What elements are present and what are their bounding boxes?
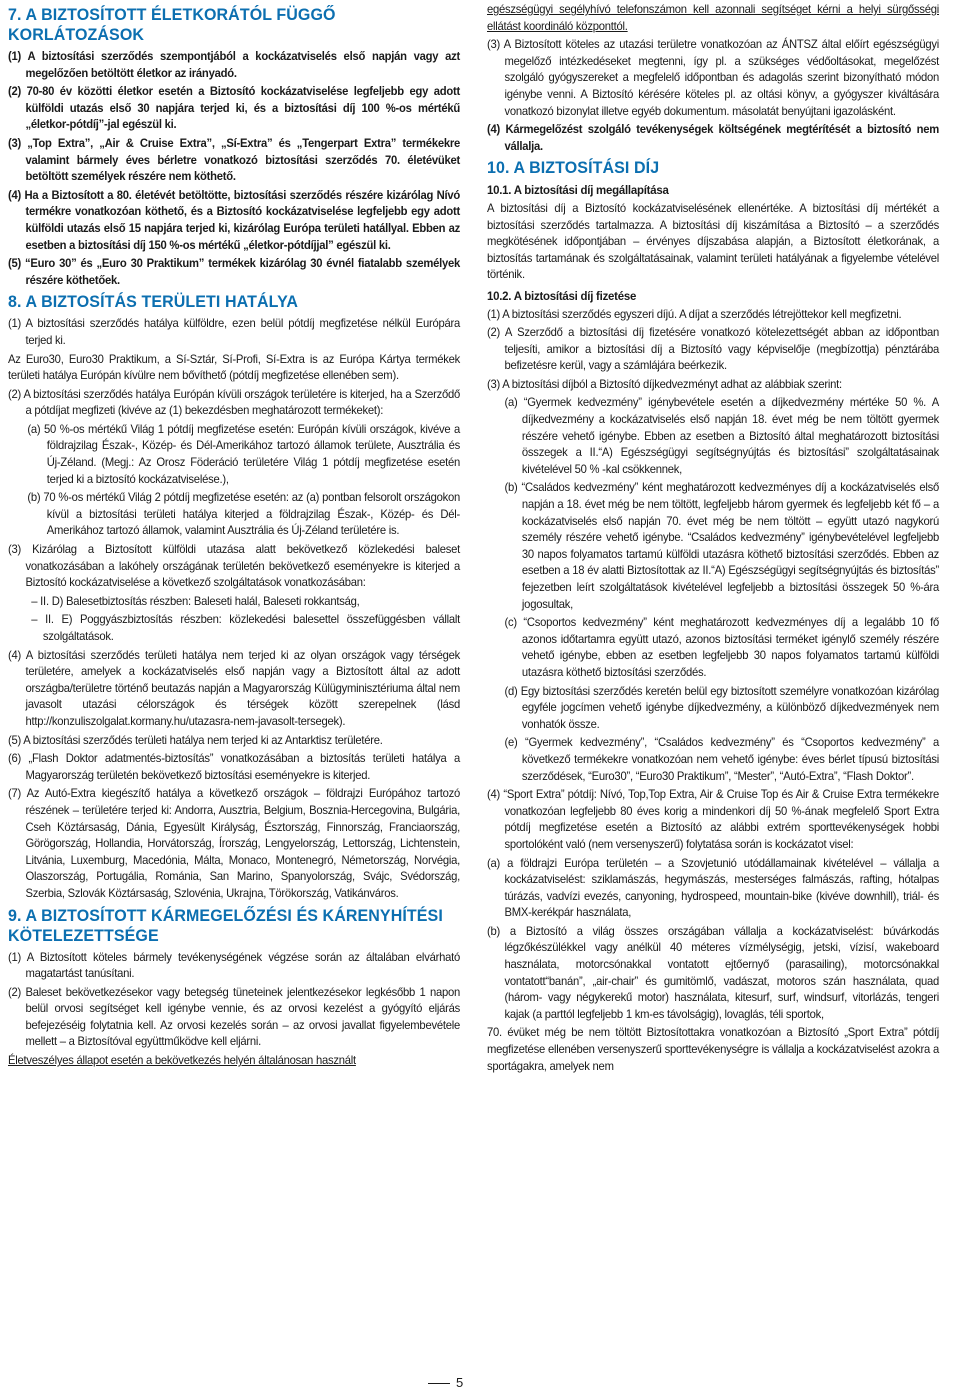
r-paragraph-4: (4) Kármegelőzést szolgáló tevékenységek költségének megtérítését a biztosító nem vállalja. <box>487 123 940 153</box>
s102-paragraph-1: (1) A biztosítási szerződés egyszeri díjú. A díjat a szerződés létrejöttekor kell megfizetni. <box>487 307 902 321</box>
s102-paragraph-3a: (a) “Gyermek kedvezmény” igénybevétele esetén a díjkedvezmény mértéke 50 %. A díjkedvezmény a kockázatviselés első napján 18. évet még be nem töltött gyermek részére vehető igénybe. Ebben az esetben a Biztosító által meghatározott biztosítási összegek a II.“A) Egészségügyi segítségnyújtás és biztosítási” szolgáltatásainak kivételével 50 % -kal csökkennek, <box>504 396 940 476</box>
s8-paragraph-3a: – II. D) Balesetbiztosítás részben: Baleseti halál, Baleseti rokkantság, <box>31 594 360 608</box>
s102-paragraph-4a: (a) a földrajzi Európa területén – a Szovjetunió utódállamainak kivételével – vállalja a kockázatviselést: sziklamászás, hegymászás, mesterséges falmászás, rafting, hótalpas túrázás, vadvízi evezés, canyoning, hydrospeed, mountain-bike (kivéve downhill), triál- és BMX-kerékpár használata, <box>487 856 940 920</box>
s9-paragraph-3: Életveszélyes állapot esetén a bekövetkezés helyén általánosan használt <box>8 1054 356 1068</box>
s7-paragraph-5: (5) “Euro 30” és „Euro 30 Praktikum” termékek kizárólag 30 évnél fiatalabb személyek részére köthetőek. <box>8 257 461 287</box>
s7-paragraph-4: (4) Ha a Biztosított a 80. életévét betöltötte, biztosítási szerződés részére kizárólag Nívó termékre vonatkozóan köthető, és a Biztosító kockázatviselése legfeljebb egy adott külföldi utazás első 15 napjára terjed ki, kizárólag Európa területi hatállyal. Ebben az esetben a biztosítási díj 150 %-os mértékű „életkor-pótdíjjal” egészül ki. <box>8 188 461 252</box>
s8-paragraph-7: (7) Az Autó-Extra kiegészítő hatálya a következő országok – földrajzi Európához tartozó részének – területére terjed ki: Andorra, Ausztria, Belgium, Bosznia-Hercegovina, Bulgária, Cseh Köztársaság, Dánia, Egyesült Királyság, Észtország, Finnország, Franciaország, Görögország, Hollandia, Horvátország, Írország, Lengyelország, Lettország, Lichtenstein, Litvánia, Luxemburg, Macedónia, Málta, Monaco, Montenegró, Németország, Norvégia, Olaszország, Portugália, Románia, San Marino, Spanyolország, Svájc, Svédország, Szerbia, Szlovák Köztársaság, Szlovénia, Ukrajna, Törökország, Vatikánváros. <box>8 787 461 900</box>
s102-paragraph-4c: 70. évüket még be nem töltött Biztosítottakra vonatkozóan a Biztosító „Sport Extra” pótdíj megfizetése ellenében versenyszerű sporttevékenységre is vállalja a kockázatviselést azokra a sportágakra, amelyek nem <box>487 1026 940 1073</box>
s8-paragraph-2: (2) A biztosítási szerződés hatálya Európán kívüli országok területére is kiterjed, ha a Szerződő a pótdíjat megfizeti (kivéve az (1) bekezdésben meghatározott termékeket): <box>8 387 461 418</box>
section-10-1-title: 10.1. A biztosítási díj megállapítása <box>487 183 669 198</box>
s102-paragraph-3d: (d) Egy biztosítási szerződés keretén belül egy biztosított személyre vonatkozóan kizárólag egyféle jogcímen vehető igénybe díjkedvezmény, a különböző díjkedvezmények nem vonhatók össze. <box>504 684 940 731</box>
section-7-title: 7. A BIZTOSÍTOTT ÉLETKORÁTÓL FÜGGŐ KORLÁTOZÁSOK <box>8 6 336 44</box>
page-number: 5 <box>456 1375 464 1390</box>
s8-paragraph-1: (1) A biztosítási szerződés hatálya külföldre, ezen belül pótdíj megfizetése nélkül Európára terjed ki. <box>8 317 461 347</box>
section-9-title: 9. A BIZTOSÍTOTT KÁRMEGELŐZÉSI ÉS KÁRENYHÍTÉSI KÖTELEZETTSÉGE <box>8 906 443 945</box>
s102-paragraph-3e: (e) “Gyermek kedvezmény”, “Családos kedvezmény” és “Csoportos kedvezmény” a következő termékekre vonatkozóan nem vehető igénybe: éves bérlet típusú biztosítási szerződések, “Euro30”, “Euro30 Praktikum”, “Mester”, “Autó-Extra”, “Flash Doktor”. <box>504 736 940 783</box>
s8-paragraph-3b: – II. E) Poggyászbiztosítás részben: közlekedési balesettel összefüggésben vállalt szolgáltatások. <box>31 613 461 643</box>
section-10-2-title: 10.2. A biztosítási díj fizetése <box>487 288 637 303</box>
s9-paragraph-2: (2) Baleset bekövetkezésekor vagy betegség tüneteinek jelentkezésekor legkésőbb 1 napon belül orvosi segítséget kell igénybe vennie, és az orvosi kezelést a gyógyító eljárás befejezéséig folytatnia kell. Az orvosi kezelés során – az orvosi javallat figyelembevétele mellett – a Biztosítóval együttműködve kell eljárni. <box>8 985 461 1049</box>
s8-paragraph-4: (4) A biztosítási szerződés területi hatálya nem terjed ki az olyan országok vagy térségek területére, amelyek a kockázatviselés első napján vagy a Biztosított által az adott országba/területre történő beutazás napján a Magyarország Külügyminisztériuma által nem javasolt utazási célországok és térségek között szerepelnek (lásd http://konzuliszolgalat.kormany.hu/utazasra-nem-javasolt-tersegek). <box>8 648 461 728</box>
s7-paragraph-3: (3) „Top Extra”, „Air & Cruise Extra”, „Sí-Extra” és „Tengerpart Extra” termékekre valamint bármely éves bérletre vonatkozó biztosítási szerződés 70. életévüket betöltött személyek részére nem köthető. <box>8 136 461 184</box>
s9-paragraph-1: (1) A Biztosított köteles bármely tevékenységének végzése során az általában elvárható magatartást tanúsítani. <box>8 950 461 981</box>
s102-paragraph-2: (2) A Szerződő a biztosítási díj fizetésére vonatkozó kötelezettségét abban az időpontban teljesíti, amikor a biztosítási díj a Biztosító vagy képviselője (megbízottja) pénztárába befizetésre kerül, vagy a számlájára beérkezik. <box>487 326 940 373</box>
page-number-dash <box>428 1383 450 1384</box>
s102-paragraph-4: (4) “Sport Extra” pótdíj: Nívó, Top,Top Extra, Air & Cruise Top és Air & Cruise Extra termékekre vonatkozóan legfeljebb 80 éves korig a mindenkori díj 50 %-ának megfelelő Sport Extra pótdíj megfizetése esetén a Biztosító az alábbi extrém sporttevékenységek hobbi sportolóként való (nem versenyszerű) folytatása során is kockázatot visel: <box>487 788 940 851</box>
s102-paragraph-3: (3) A biztosítási díjból a Biztosító díjkedvezményt adhat az alábbiak szerint: <box>487 377 842 391</box>
s102-paragraph-4b: (b) a Biztosító a világ összes országában vállalja a kockázatviselést: búvárkodás légzőkészülékkel vagy anélkül 40 méteres vízmélységig, jetski, vízisí, wakeboard használata, motorcsónakkal vontatott ejtőernyő (parasailing), motorcsónakkal vontatott“banán”, „air-chair” és gumitömlő, vadászat, motoros szán használata, quad (három- vagy négykerekű motor) használata, kitesurf, surf, windsurf, vitorlázás, tengeri kajak (a parttól legfeljebb 1 km-es távolságig), lovaglás, téli sportok, <box>487 924 940 1021</box>
r-paragraph-3: (3) A Biztosított köteles az utazási területre vonatkozóan az ÁNTSZ által előírt egészségügyi megelőző intézkedéseket megtenni, így pl. a szükséges védőoltásokat, megelőzést szolgáló gyógyszereket a megfelelő időpontban és adagolás szerint bizonyítható módon igénybe venni. A Biztosító kérésére köteles pl. az oltási könyv, a gyógyszer kiváltására vonatkozó bizonylat illetve egyéb dokumentum. másolatát benyújtani igazolásként. <box>487 38 940 118</box>
section-8-title: 8. A BIZTOSÍTÁS TERÜLETI HATÁLYA <box>8 293 299 312</box>
s7-paragraph-1: (1) A biztosítási szerződés szempontjából a kockázatviselés első napján vagy azt megelőzően betöltött életkor az irányadó. <box>8 50 461 80</box>
s102-paragraph-3b: (b) “Családos kedvezmény” ként meghatározott kedvezményes díj a kockázatviselés első napján a 18. évet még be nem töltött, legfeljebb három gyermek és legfeljebb két fő – a kockázatviselés első napján 70. évet még be nem töltött – együtt utazó nagykorú személy részére vehető igénybe. “Családos kedvezmény” igénybevételével legfeljebb 30 napos folyamatos tartamú külföldi utazásra köthető biztosítási szerződés. Ebben az esetben a 18 év alatti Biztosítottak az II.“A) Egészségügyi segítségnyújtás és biztosítás” fejezetben leírt szolgáltatások kivételével legfeljebb a biztosítási összegek 50 %-ára jogosultak, <box>504 481 940 611</box>
s8-paragraph-2b: (b) 70 %-os mértékű Világ 2 pótdíj megfizetése esetén: az (a) pontban felsorolt országokon kívül a biztosítási területi hatálya kiterjed a földrajzilag Észak-, Közép- és Dél-Amerikához tartozó államok, valamint Ausztrália és Új-Zéland területére is. <box>27 491 461 538</box>
s8-paragraph-2a: (a) 50 %-os mértékű Világ 1 pótdíj megfizetése esetén: Európán kívüli országok, kivéve a földrajzilag Észak-, Közép- és Dél-Amerikához tartozó államok területe, Ausztrália és Új-Zéland. (Megj.: Az Orosz Föderáció területére Világ 1 pótdíj megfizetése esetén terjed ki a biztosító kockázatviselése.), <box>27 422 461 486</box>
s8-paragraph-6: (6) „Flash Doktor adatmentés-biztosítás” vonatkozásában a biztosítás területi hatálya a Magyarország területén bekövetkező biztosítási eseményekre is kiterjed. <box>8 752 461 782</box>
left-column <box>8 2 460 1072</box>
s7-paragraph-2: (2) 70-80 év közötti életkor esetén a Biztosító kockázatviselése legfeljebb egy adott külföldi utazás első 30 napjára terjed ki, és a biztosítási díj 100 %-os mértékű „életkor-pótdíj”-jal egészül ki. <box>8 85 461 132</box>
right-column <box>487 2 939 1077</box>
s101-paragraph-1: A biztosítási díj a Biztosító kockázatviselésének ellenértéke. A biztosítási díj mértékét a biztosítási szerződés tartalmazza. A biztosítási díj kiszámítása a Biztosító – a szerződés megkötésének időpontjában – érvényes díjszabása alapján, a Biztosított életkorának, a biztosítás tartamának és szolgáltatásainak, valamint területi hatályának a figyelembe vételével történik. <box>487 201 940 282</box>
s102-paragraph-3c: (c) “Csoportos kedvezmény” ként meghatározott kedvezményes díj a legalább 10 fő azonos időtartamra együtt utazó, azonos biztosítási terméket igénylő személy részére vehető igénybe, ebben az esetben legfeljebb 30 napos folyamatos tartamú külföldi utazásra köthető biztosítási szerződés. <box>504 616 940 679</box>
s8-paragraph-3: (3) Kizárólag a Biztosított külföldi utazása alatt bekövetkező közlekedési baleset vonatkozásában a lakóhely országának területén bekövetkező eseményekre is kiterjed a Biztosító kockázatviselése a következő szolgáltatások vonatkozásában: <box>8 543 461 590</box>
s8-paragraph-1b: Az Euro30, Euro30 Praktikum, a Sí-Sztár, Sí-Profi, Sí-Extra is az Európa Kártya termékek területi hatálya Európán kívülre nem bővíthető (pótdíj megfizetése ellenében sem). <box>8 352 461 383</box>
section-10-title: 10. A BIZTOSÍTÁSI DÍJ <box>487 159 660 178</box>
r-paragraph-0: egészségügyi segélyhívó telefonszámon kell azonnali segítséget kérni a helyi sürgősségi ellátást koordináló központtól. <box>487 3 940 33</box>
s8-paragraph-5: (5) A biztosítási szerződés területi hatálya nem terjed ki az Antarktisz területére. <box>8 733 383 747</box>
